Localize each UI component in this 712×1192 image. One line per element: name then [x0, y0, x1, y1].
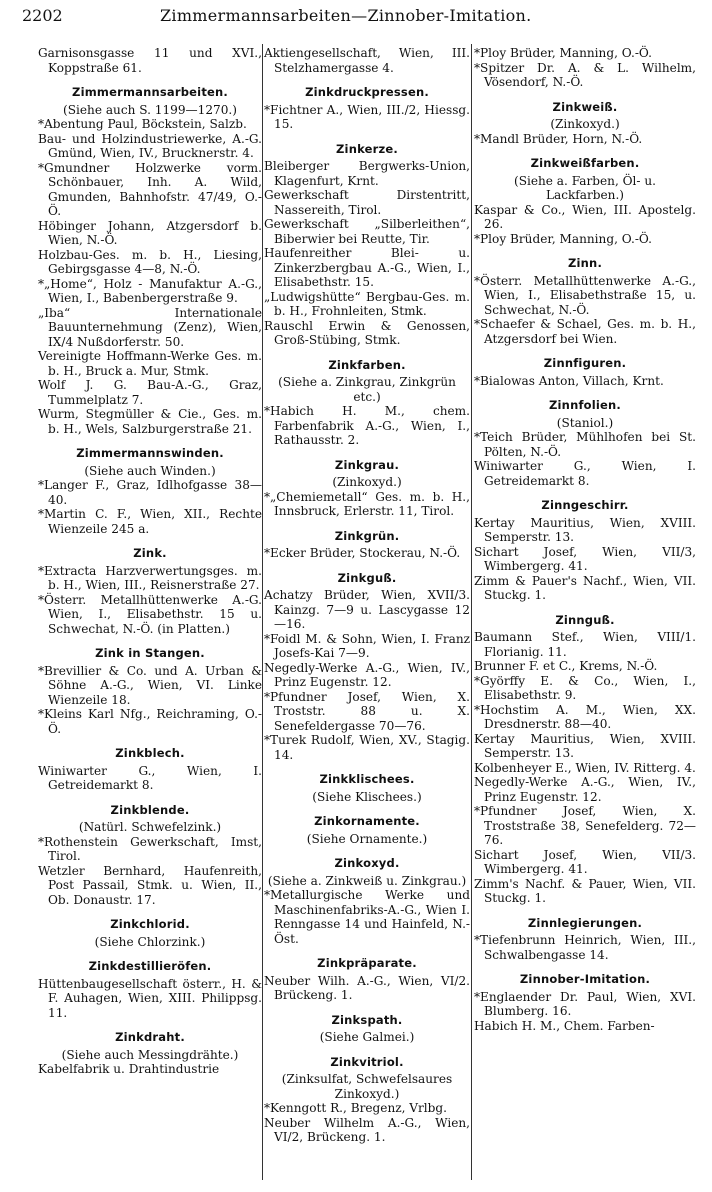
directory-entry: *Habich H. M., chem. Farbenfabrik A.-G., Wien, I., Rathausstr. 2.: [264, 404, 470, 447]
section-heading: Zinkerze.: [336, 141, 398, 156]
directory-entry: Kaspar & Co., Wien, III. Apostelg. 26.: [474, 202, 696, 231]
directory-entry: *Fichtner A., Wien, III./2, Hiessg. 15.: [264, 102, 470, 131]
directory-entry: Rauschl Erwin & Genossen, Groß-Stübing, Stmk.: [264, 318, 470, 347]
directory-entry: *Extracta Harzverwertungsges. m. b. H., Wien, III., Reisnerstraße 27.: [38, 563, 262, 592]
directory-entry: *Langer F., Graz, Idlhofgasse 38—40.: [38, 478, 262, 507]
page-number: 2202: [22, 6, 63, 25]
directory-entry: *Pfundner Josef, Wien, X. Troststr. 88 u. X. Senefeldergasse 70—76.: [264, 689, 470, 733]
directory-entry: *Österr. Metallhüttenwerke A.-G., Wien, I., Elisabethstraße 15, u. Schwechat, N.-Ö.: [474, 273, 696, 317]
directory-section: [264, 358, 470, 448]
directory-entry: *Mandl Brüder, Horn, N.-Ö.: [474, 131, 643, 146]
directory-entry: Negedly-Werke A.-G., Wien, IV., Prinz Eugenstr. 12.: [264, 660, 470, 689]
directory-entry: *„Home“, Holz - Manufaktur A.-G., Wien, I., Babenbergerstraße 9.: [38, 276, 262, 305]
section-note: (Natürl. Schwefelzink.): [78, 820, 222, 834]
directory-entry: *Ecker Brüder, Stockerau, N.-Ö.: [264, 546, 461, 560]
directory-section: [264, 1013, 470, 1045]
section-note: (Siehe Chlorzink.): [94, 934, 206, 949]
directory-entry: Sichart Josef, Wien, VII/3, Wimbergerg. 41.: [474, 544, 696, 573]
directory-section: [474, 498, 696, 603]
directory-entry: Holzbau-Ges. m. b. H., Liesing, Gebirgsgasse 4—8, N.-Ö.: [38, 247, 262, 276]
directory-section: [264, 856, 470, 946]
section-heading: Zinkfarben.: [328, 357, 406, 372]
directory-entry: Kolbenheyer E., Wien, IV. Ritterg. 4.: [474, 760, 696, 775]
directory-section: [38, 1030, 262, 1077]
directory-section: [38, 646, 262, 736]
directory-entry: *Gmundner Holzwerke vorm. Schönbauer, Inh. A. Wild, Gmunden, Bahnhofstr. 47/49, O.-Ö.: [38, 160, 262, 218]
directory-entry: *Tiefenbrunn Heinrich, Wien, III., Schwalbengasse 14.: [474, 933, 696, 962]
directory-entry: *Schaefer & Schael, Ges. m. b. H., Atzgersdorf bei Wien.: [474, 317, 696, 346]
section-heading: Zinnguß.: [555, 612, 615, 627]
section-note: (Siehe auch Messingdrähte.): [61, 1047, 239, 1062]
section-note: (Staniol.): [556, 415, 614, 430]
directory-entry: „Iba“ Internationale Bauunternehmung (Zenz), Wien, IX/4 Nußdorferstr. 50.: [38, 305, 262, 349]
directory-entry: *Martin C. F., Wien, XII., Rechte Wienzeile 245 a.: [38, 507, 262, 536]
directory-entry: Haufenreither Blei- u. Zinkerzbergbau A.-G., Wien, I., Elisabethstr. 15.: [264, 246, 470, 289]
directory-section: [38, 546, 262, 636]
section-note: (Siehe Klischees.): [312, 789, 422, 804]
directory-entry: „Ludwigshütte“ Bergbau-Ges. m. b. H., Frohnleiten, Stmk.: [264, 289, 470, 318]
directory-entry: Kertay Mauritius, Wien, XVIII. Semperstr. 13.: [474, 731, 696, 760]
directory-entry: Bau- und Holzindustriewerke, A.-G. Gmünd, Wien, IV., Brucknerstr. 4.: [38, 131, 262, 160]
directory-section: [474, 100, 696, 147]
column-divider: [471, 44, 472, 1180]
section-heading: Zinkgrau.: [334, 457, 400, 472]
directory-entry: *„Chemiemetall“ Ges. m. b. H., Innsbruck, Erlerstr. 11, Tirol.: [264, 489, 470, 518]
directory-entry: Winiwarter G., Wien, I. Getreidemarkt 8.: [474, 459, 696, 488]
directory-section: [264, 956, 470, 1003]
directory-section: [474, 613, 696, 906]
section-heading: Zimmermannswinden.: [76, 446, 224, 460]
column-1: [38, 46, 262, 1077]
section-heading: Zinkdruckpressen.: [305, 85, 429, 99]
section-note: (Zinkoxyd.): [550, 117, 620, 131]
section-heading: Zinkoxyd.: [334, 856, 400, 870]
directory-section: [264, 1055, 470, 1145]
directory-section: [474, 256, 696, 346]
section-note: (Siehe a. Farben, Öl- u. Lackfarben.): [513, 173, 656, 202]
section-heading: Zinkdraht.: [115, 1030, 185, 1044]
directory-entry: Baumann Stef., Wien, VIII/1. Florianig. 11.: [474, 630, 696, 659]
directory-section: [474, 916, 696, 963]
directory-entry: *Teich Brüder, Mühlhofen bei St. Pölten, N.-Ö.: [474, 430, 696, 459]
section-heading: Zinkweiß.: [552, 99, 618, 114]
directory-entry: *Kleins Karl Nfg., Reichraming, O.-Ö.: [38, 707, 262, 736]
section-heading: Zinkgrün.: [334, 528, 400, 543]
section-heading: Zink.: [133, 546, 167, 560]
section-note: (Zinksulfat, Schwefelsaures Zinkoxyd.): [281, 1072, 453, 1101]
section-heading: Zinkblech.: [115, 746, 185, 760]
section-note: (Siehe auch S. 1199—1270.): [63, 102, 237, 117]
directory-entry: *Englaender Dr. Paul, Wien, XVI. Blumberg. 16.: [474, 989, 696, 1018]
directory-section: [264, 772, 470, 804]
section-heading: Zinkguß.: [337, 570, 397, 585]
section-heading: Zinkdestillieröfen.: [88, 959, 212, 973]
directory-entry: Zimm's Nachf. & Pauer, Wien, VII. Stuckg. 1.: [474, 876, 696, 905]
section-heading: Zink in Stangen.: [95, 646, 205, 660]
directory-entry: Wolf J. G. Bau-A.-G., Graz, Tummelplatz 7.: [38, 378, 262, 407]
column-divider: [262, 44, 263, 1180]
directory-entry: Vereinigte Hoffmann-Werke Ges. m. b. H., Bruck a. Mur, Stmk.: [38, 349, 262, 378]
directory-section: [38, 803, 262, 908]
section-heading: Zinngeschirr.: [541, 498, 629, 512]
directory-section: [38, 446, 262, 536]
directory-section: [38, 46, 262, 75]
directory-section: [474, 46, 696, 90]
directory-entry: *Rothenstein Gewerkschaft, Imst, Tirol.: [38, 834, 262, 863]
page-header: [0, 6, 712, 28]
directory-entry: Kertay Mauritius, Wien, XVIII. Semperstr. 13.: [474, 515, 696, 544]
directory-section: [264, 458, 470, 519]
section-heading: Zinkspath.: [331, 1012, 403, 1027]
directory-section: [264, 85, 470, 132]
section-heading: Zinnlegierungen.: [527, 915, 643, 930]
column-2: [264, 46, 470, 1145]
directory-entry: *Österr. Metallhüttenwerke A.-G. Wien, I., Elisabethstr. 15 u. Schwechat, N.-Ö. (in Platten.): [38, 592, 262, 636]
directory-section: [264, 46, 470, 75]
section-heading: Zinkweißfarben.: [530, 156, 640, 170]
directory-entry: Kabelfabrik u. Drahtindustrie: [38, 1062, 220, 1076]
section-heading: Zinkblende.: [110, 802, 190, 817]
directory-entry: Achatzy Brüder, Wien, XVII/3. Kainzg. 7—9 u. Lascygasse 12—16.: [264, 588, 470, 631]
directory-section: [38, 85, 262, 436]
directory-section: [474, 398, 696, 488]
directory-entry: Garnisonsgasse 11 und XVI., Koppstraße 61.: [38, 46, 262, 75]
directory-section: [474, 972, 696, 1033]
section-heading: Zinnfiguren.: [543, 356, 627, 370]
section-note: (Siehe auch Winden.): [84, 463, 216, 478]
directory-entry: Negedly-Werke A.-G., Wien, IV., Prinz Eugenstr. 12.: [474, 775, 696, 804]
directory-entry: Neuber Wilh. A.-G., Wien, VI/2. Brückeng. 1.: [264, 973, 470, 1002]
directory-entry: Hüttenbaugesellschaft österr., H. & F. Auhagen, Wien, XIII. Philippsg. 11.: [38, 976, 262, 1020]
section-heading: Zinkchlorid.: [110, 917, 190, 931]
directory-entry: Winiwarter G., Wien, I. Getreidemarkt 8.: [38, 763, 262, 792]
directory-entry: Neuber Wilhelm A.-G., Wien, VI/2, Brückeng. 1.: [264, 1115, 470, 1144]
directory-section: [474, 156, 696, 246]
directory-entry: *Spitzer Dr. A. & L. Wilhelm, Vösendorf, N.-Ö.: [474, 60, 696, 89]
directory-section: [38, 917, 262, 949]
page-title: Zimmermannsarbeiten—Zinnober-Imitation.: [160, 6, 532, 25]
directory-entry: *Foidl M. & Sohn, Wien, I. Franz Josefs-Kai 7—9.: [264, 631, 470, 660]
section-note: (Siehe Ornamente.): [306, 831, 428, 846]
directory-entry: Brunner F. et C., Krems, N.-Ö.: [474, 659, 658, 673]
section-note: (Siehe a. Zinkgrau, Zinkgrün etc.): [278, 375, 456, 404]
directory-entry: *Hochstim A. M., Wien, XX. Dresdnerstr. 88—40.: [474, 702, 696, 731]
column-3: [474, 46, 696, 1033]
directory-section: [264, 142, 470, 348]
section-heading: Zinkklischees.: [319, 772, 415, 786]
directory-entry: *Bialowas Anton, Villach, Krnt.: [474, 373, 664, 388]
directory-entry: *Kenngott R., Bregenz, Vrlbg.: [264, 1101, 448, 1115]
directory-entry: *Abentung Paul, Böckstein, Salzb.: [38, 117, 247, 131]
directory-entry: Wetzler Bernhard, Haufenreith, Post Passail, Stmk. u. Wien, II., Ob. Donaustr. 17.: [38, 863, 262, 907]
section-note: (Zinkoxyd.): [332, 475, 402, 489]
directory-entry: Wurm, Stegmüller & Cie., Ges. m. b. H., Wels, Salzburgerstraße 21.: [38, 407, 262, 436]
directory-entry: Aktiengesellschaft, Wien, III. Stelzhamergasse 4.: [264, 46, 470, 75]
section-heading: Zinkornamente.: [314, 814, 420, 828]
directory-entry: *Turek Rudolf, Wien, XV., Stagig. 14.: [264, 733, 470, 762]
section-heading: Zinnfolien.: [549, 398, 621, 412]
directory-section: [264, 571, 470, 763]
directory-section: [264, 814, 470, 846]
directory-entry: *Györffy E. & Co., Wien, I., Elisabethstr. 9.: [474, 673, 696, 702]
directory-entry: Habich H. M., Chem. Farben-: [474, 1018, 655, 1033]
directory-entry: *Brevillier & Co. und A. Urban & Söhne A.-G., Wien, VI. Linke Wienzeile 18.: [38, 663, 262, 707]
directory-entry: *Metallurgische Werke und Maschinenfabriks-A.-G., Wien I. Renngasse 14 und Hainfeld, N.-Öst.: [264, 888, 470, 946]
section-heading: Zinkvitriol.: [330, 1054, 404, 1069]
directory-entry: Zimm & Pauer's Nachf., Wien, VII. Stuckg. 1.: [474, 573, 696, 602]
directory-entry: Höbinger Johann, Atzgersdorf b. Wien, N.-Ö.: [38, 218, 262, 247]
directory-section: [264, 529, 470, 561]
directory-entry: Gewerkschaft „Silberleithen“, Biberwier bei Reutte, Tir.: [264, 217, 470, 246]
directory-section: [38, 959, 262, 1020]
directory-entry: Sichart Josef, Wien, VII/3. Wimbergerg. 41.: [474, 847, 696, 876]
directory-entry: Bleiberger Bergwerks-Union, Klagenfurt, Krnt.: [264, 159, 470, 188]
section-heading: Zimmermannsarbeiten.: [72, 85, 228, 99]
section-heading: Zinnober-Imitation.: [519, 972, 651, 986]
directory-entry: Gewerkschaft Dirstentritt, Nassereith, Tirol.: [264, 188, 470, 217]
directory-entry: *Ploy Brüder, Manning, O.-Ö.: [474, 46, 652, 60]
section-heading: Zinn.: [567, 256, 603, 270]
section-heading: Zinkpräparate.: [317, 956, 417, 970]
section-note: (Siehe Galmei.): [319, 1030, 415, 1044]
directory-entry: *Pfundner Josef, Wien, X. Troststraße 38, Senefelderg. 72—76.: [474, 804, 696, 847]
directory-section: [474, 356, 696, 388]
directory-section: [38, 746, 262, 793]
directory-entry: *Ploy Brüder, Manning, O.-Ö.: [474, 231, 652, 246]
section-note: (Siehe a. Zinkweiß u. Zinkgrau.): [267, 873, 467, 888]
